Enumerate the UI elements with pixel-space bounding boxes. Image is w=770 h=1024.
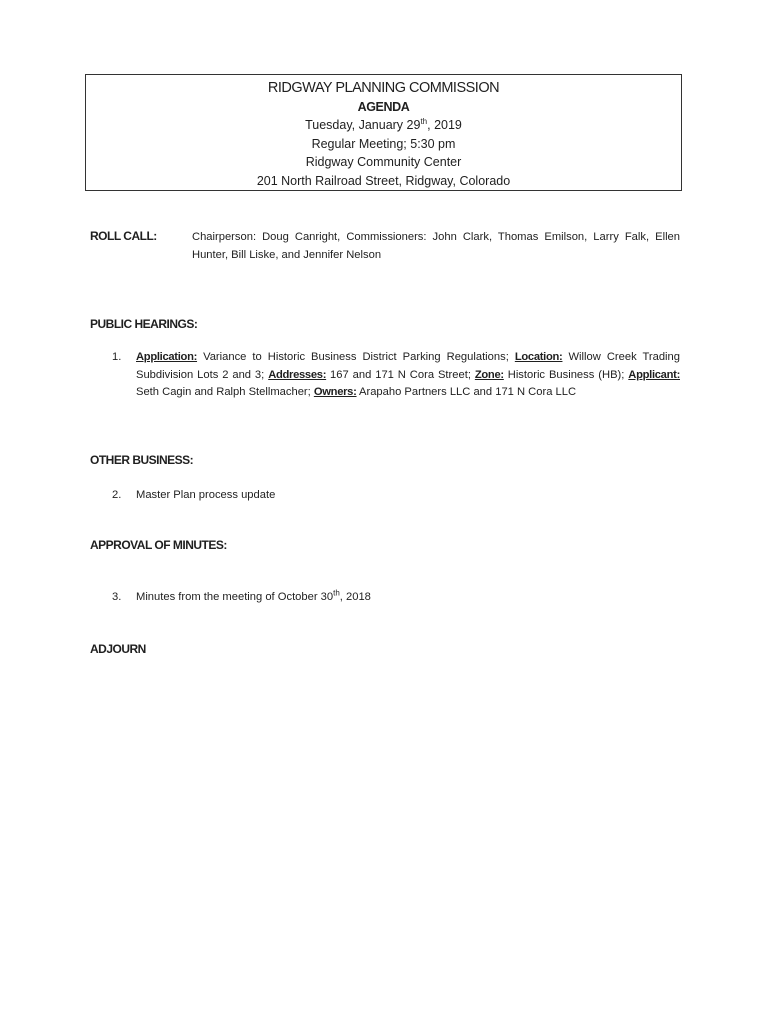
minutes-text-prefix: Minutes from the meeting of October 30 bbox=[136, 591, 334, 603]
minutes-text-suffix: , 2018 bbox=[339, 591, 371, 603]
applicant-text: Seth Cagin and Ralph Stellmacher; bbox=[136, 386, 314, 398]
applicant-label: Applicant: bbox=[628, 368, 680, 381]
roll-call-heading: ROLL CALL: bbox=[90, 229, 157, 243]
item-number: 3. bbox=[112, 591, 122, 603]
addresses-label: Addresses: bbox=[268, 368, 327, 381]
meeting-type: Regular Meeting; 5:30 pm bbox=[311, 136, 456, 151]
zone-text: Historic Business (HB); bbox=[503, 368, 629, 381]
adjourn-heading: ADJOURN bbox=[90, 642, 146, 656]
commission-title: RIDGWAY PLANNING COMMISSION bbox=[267, 80, 500, 96]
item-number: 2. bbox=[112, 489, 122, 501]
meeting-venue: Ridgway Community Center bbox=[305, 155, 462, 170]
owners-text: Arapaho Partners LLC and 171 N Cora LLC bbox=[356, 386, 577, 398]
roll-call-text: Chairperson: Doug Canright, Commissioners: John Clark, Thomas Emilson, Larry Falk, Ellen Hunter, Bill Liske, and Jennifer Nelson bbox=[192, 231, 680, 261]
addresses-text: 167 and 171 N Cora Street; bbox=[326, 368, 475, 381]
item-body: Master Plan process update bbox=[136, 489, 276, 501]
approval-of-minutes-heading: APPROVAL OF MINUTES: bbox=[90, 538, 227, 552]
application-label: Application: bbox=[136, 351, 198, 363]
owners-label: Owners: bbox=[313, 386, 357, 398]
zone-label: Zone: bbox=[474, 368, 504, 381]
minutes-text-sup: th bbox=[333, 588, 340, 598]
meeting-date-prefix: Tuesday, January 29 bbox=[305, 118, 421, 133]
agenda-header-box bbox=[85, 74, 682, 191]
agenda-title: AGENDA bbox=[357, 99, 410, 114]
meeting-date bbox=[86, 116, 681, 135]
meeting-date-suffix: , 2019 bbox=[427, 118, 462, 133]
other-business-heading: OTHER BUSINESS: bbox=[90, 453, 194, 467]
application-text: Variance to Historic Business District Parking Regulations; bbox=[197, 351, 515, 363]
meeting-date-sup: th bbox=[420, 117, 428, 127]
public-hearings-heading: PUBLIC HEARINGS: bbox=[90, 317, 198, 331]
item-body bbox=[136, 589, 680, 607]
meeting-address: 201 North Railroad Street, Ridgway, Colorado bbox=[256, 173, 511, 188]
location-label: Location: bbox=[514, 351, 563, 363]
item-body bbox=[136, 349, 680, 402]
item-number: 1. bbox=[112, 351, 122, 363]
location-text: Willow Creek Trading Subdivision Lots 2 and 3; bbox=[136, 351, 680, 381]
